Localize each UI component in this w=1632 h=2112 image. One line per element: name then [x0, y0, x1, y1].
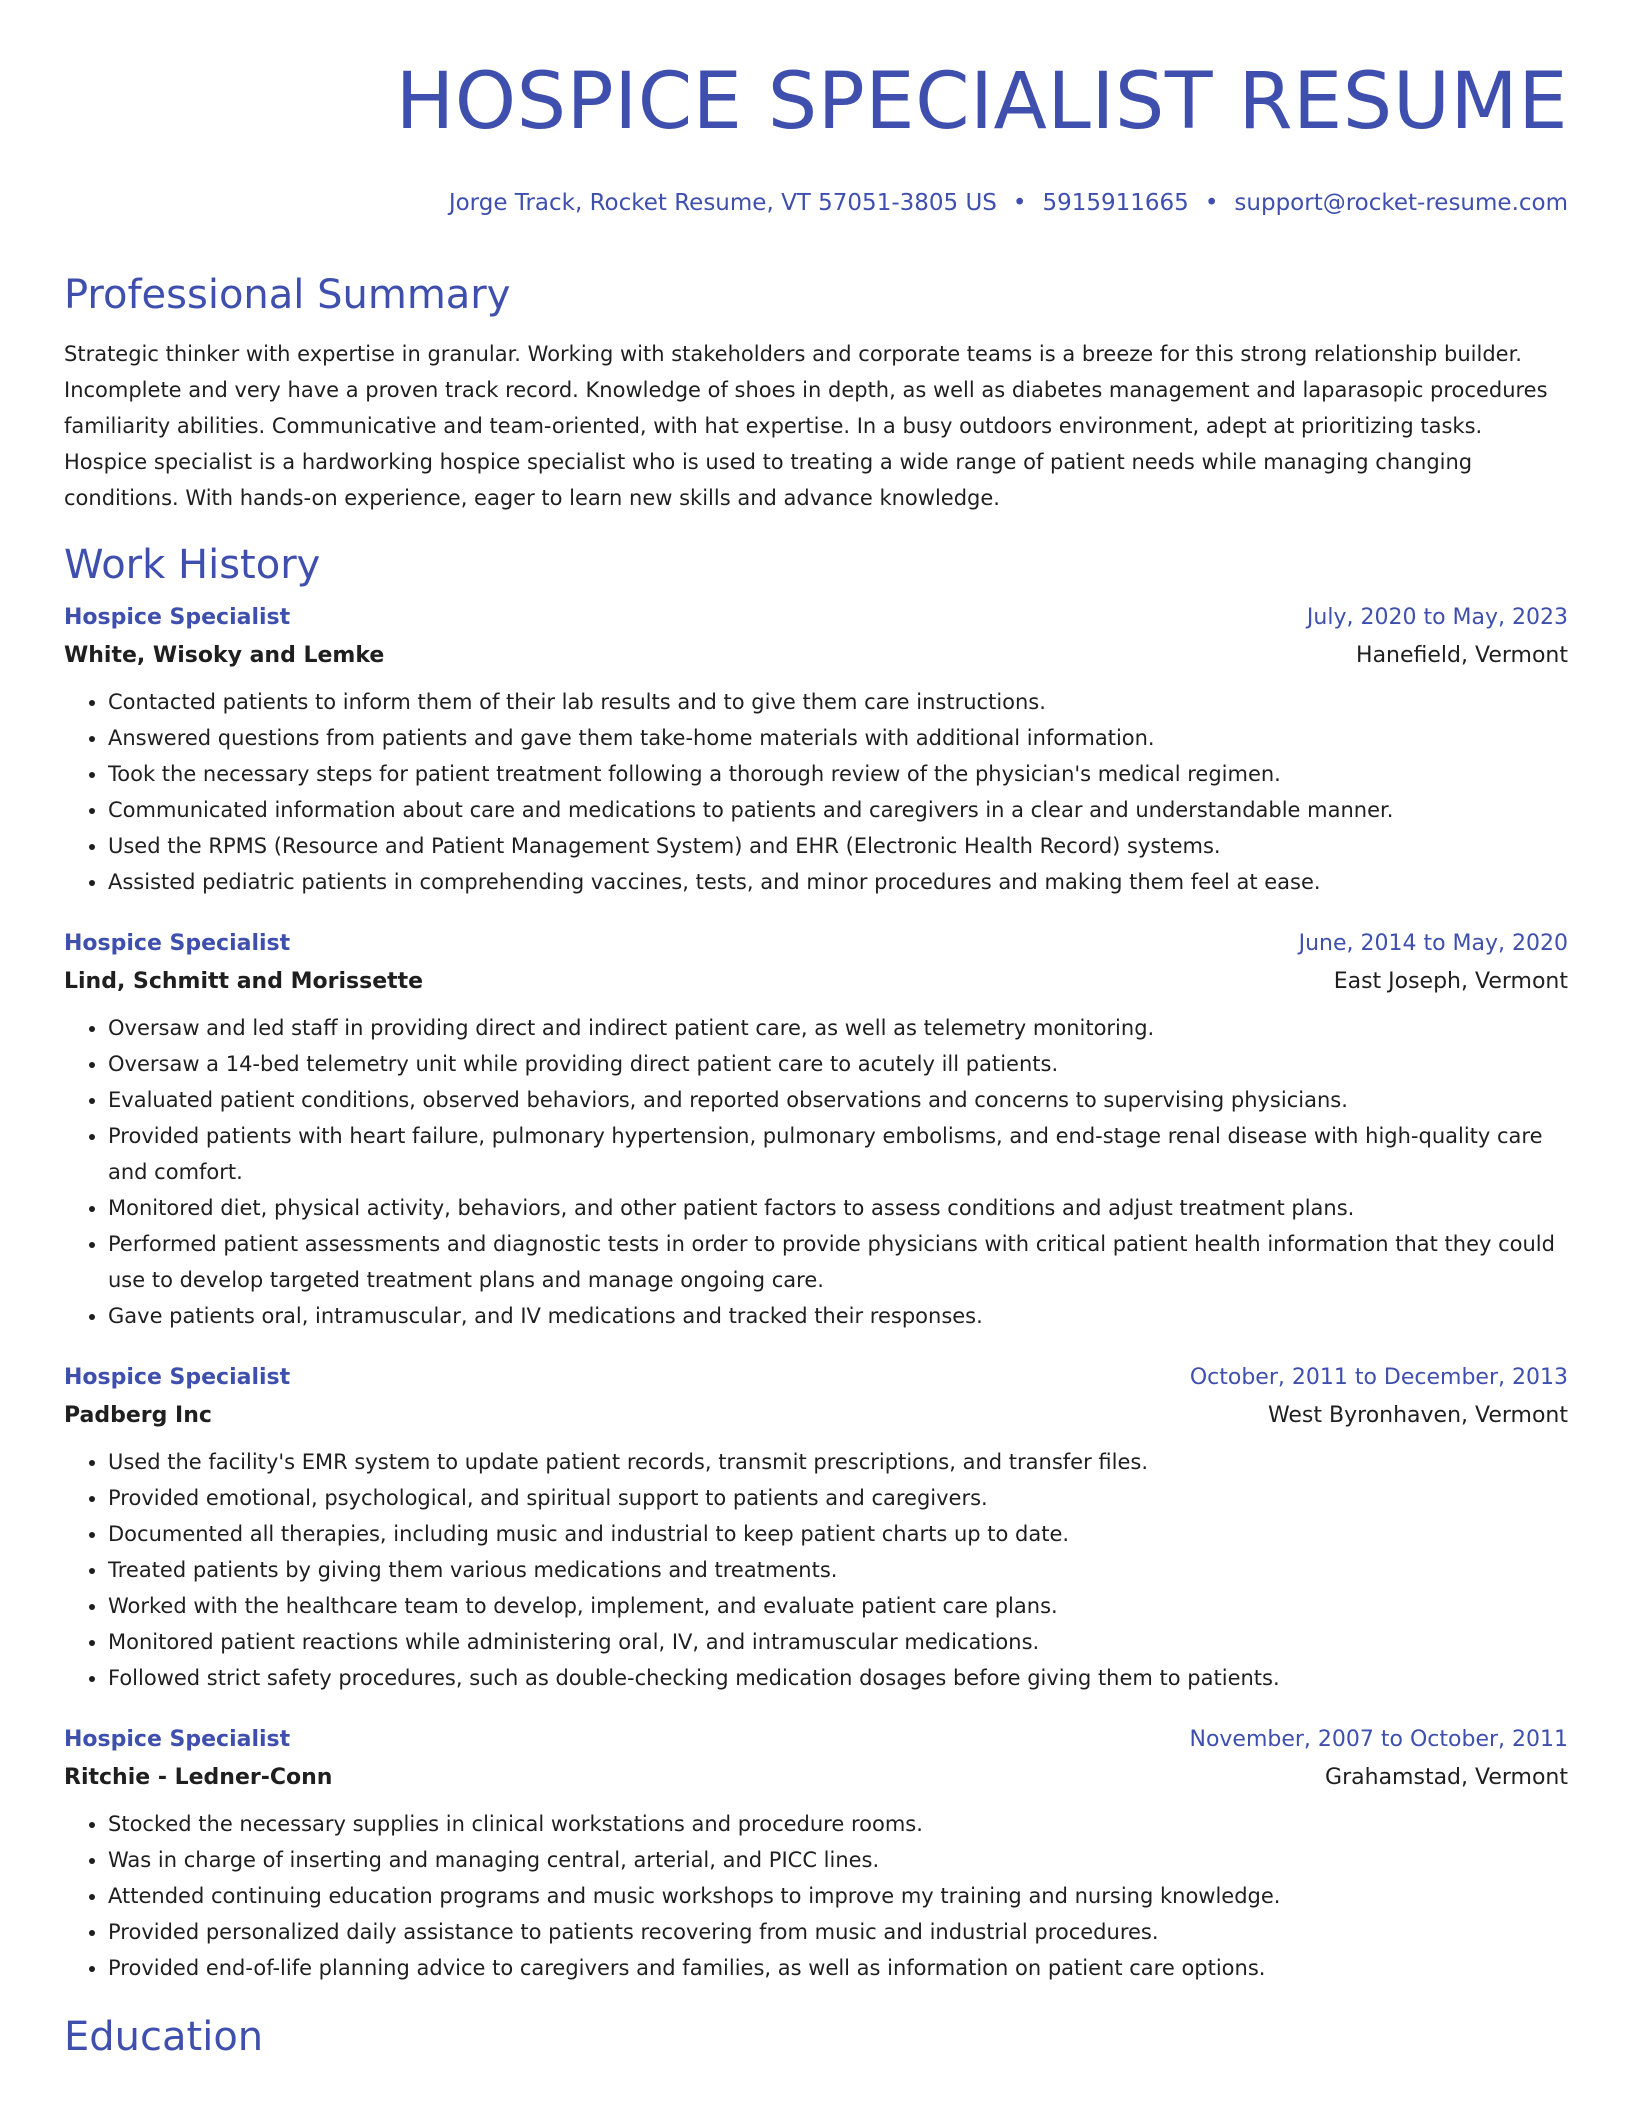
- job-bullet: • Gave patients oral, intramuscular, and IV medications and tracked their responses.: [108, 1298, 1568, 1334]
- job-header-row: [64, 1722, 1568, 1758]
- contact-separator: •: [1204, 190, 1219, 216]
- job-entry: [64, 1360, 1568, 1696]
- resume-title: HOSPICE SPECIALIST RESUME: [395, 57, 1568, 147]
- job-company: Lind, Schmitt and Morissette: [64, 969, 424, 994]
- work-history-heading: Work History: [64, 542, 321, 588]
- job-company-row: [64, 962, 1568, 1002]
- job-bullet: • Worked with the healthcare team to develop, implement, and evaluate patient care plans.: [108, 1588, 1568, 1624]
- job-company: Ritchie - Ledner-Conn: [64, 1765, 333, 1790]
- job-header-row: [64, 1360, 1568, 1396]
- job-bullet: • Contacted patients to inform them of their lab results and to give them care instructions.: [108, 684, 1568, 720]
- job-company-row: [64, 1758, 1568, 1798]
- summary-text: Strategic thinker with expertise in granular. Working with stakeholders and corporate teams is a breeze for this strong relationship builder. Incomplete and very have a proven track record. Knowledge of shoes in depth, as well as diabetes management and laparasopic procedures familiarity abilities. Communicative and team-oriented, with hat expertise. In a busy outdoors environment, adept at prioritizing tasks. Hospice specialist is a hardworking hospice specialist who is used to treating a wide range of patient needs while managing changing conditions. With hands-on experience, eager to learn new skills and advance knowledge.: [64, 342, 1548, 510]
- job-dates: October, 2011 to December, 2013: [1189, 1365, 1568, 1390]
- job-bullet: • Documented all therapies, including music and industrial to keep patient charts up to date.: [108, 1516, 1568, 1552]
- job-bullet: • Treated patients by giving them various medications and treatments.: [108, 1552, 1568, 1588]
- job-bullet: • Performed patient assessments and diagnostic tests in order to provide physicians with critical patient health information that they could use to develop targeted treatment plans and manage ongoing care.: [108, 1226, 1568, 1298]
- contact-address: Jorge Track, Rocket Resume, VT 57051-3805 US: [448, 190, 997, 216]
- job-location: East Joseph, Vermont: [1333, 969, 1568, 994]
- job-bullet: • Stocked the necessary supplies in clinical workstations and procedure rooms.: [108, 1806, 1568, 1842]
- job-bullet: • Was in charge of inserting and managing central, arterial, and PICC lines.: [108, 1842, 1568, 1878]
- job-bullet: • Monitored diet, physical activity, behaviors, and other patient factors to assess conditions and adjust treatment plans.: [108, 1190, 1568, 1226]
- job-bullet: • Took the necessary steps for patient treatment following a thorough review of the physician's medical regimen.: [108, 756, 1568, 792]
- job-bullet: • Provided patients with heart failure, pulmonary hypertension, pulmonary embolisms, and end-stage renal disease with high-quality care and comfort.: [108, 1118, 1568, 1190]
- job-bullet: • Attended continuing education programs and music workshops to improve my training and nursing knowledge.: [108, 1878, 1568, 1914]
- job-bullet: • Oversaw and led staff in providing direct and indirect patient care, as well as telemetry monitoring.: [108, 1010, 1568, 1046]
- job-bullet: • Communicated information about care and medications to patients and caregivers in a clear and understandable manner.: [108, 792, 1568, 828]
- job-title: Hospice Specialist: [64, 605, 291, 630]
- work-history-list: [64, 600, 1568, 1986]
- job-company-row: [64, 636, 1568, 676]
- job-entry: [64, 1722, 1568, 1986]
- job-dates: November, 2007 to October, 2011: [1189, 1727, 1568, 1752]
- job-location: West Byronhaven, Vermont: [1267, 1403, 1568, 1428]
- job-company: White, Wisoky and Lemke: [64, 643, 385, 668]
- job-bullet-list: [64, 1444, 1568, 1696]
- job-location: Hanefield, Vermont: [1356, 643, 1568, 668]
- education-heading: Education: [64, 2014, 264, 2060]
- job-bullet: • Oversaw a 14-bed telemetry unit while providing direct patient care to acutely ill patients.: [108, 1046, 1568, 1082]
- job-dates: July, 2020 to May, 2023: [1306, 605, 1568, 630]
- job-bullet: • Assisted pediatric patients in comprehending vaccines, tests, and minor procedures and making them feel at ease.: [108, 864, 1568, 900]
- job-dates: June, 2014 to May, 2020: [1298, 931, 1568, 956]
- job-bullet-list: [64, 1010, 1568, 1334]
- job-bullet: • Monitored patient reactions while administering oral, IV, and intramuscular medications.: [108, 1624, 1568, 1660]
- summary-heading: Professional Summary: [64, 272, 511, 318]
- contact-email: support@rocket-resume.com: [1234, 190, 1568, 216]
- job-bullet: • Used the facility's EMR system to update patient records, transmit prescriptions, and transfer files.: [108, 1444, 1568, 1480]
- job-bullet-list: [64, 1806, 1568, 1986]
- contact-line: [64, 188, 1568, 218]
- resume-page: [64, 0, 1568, 2062]
- job-bullet: • Provided end-of-life planning advice to caregivers and families, as well as information on patient care options.: [108, 1950, 1568, 1986]
- job-bullet: • Provided personalized daily assistance to patients recovering from music and industrial procedures.: [108, 1914, 1568, 1950]
- job-title: Hospice Specialist: [64, 1365, 291, 1390]
- job-bullet: • Provided emotional, psychological, and spiritual support to patients and caregivers.: [108, 1480, 1568, 1516]
- job-entry: [64, 926, 1568, 1334]
- job-entry: [64, 600, 1568, 900]
- job-bullet: • Used the RPMS (Resource and Patient Management System) and EHR (Electronic Health Record) systems.: [108, 828, 1568, 864]
- job-title: Hospice Specialist: [64, 1727, 291, 1752]
- job-company: Padberg Inc: [64, 1403, 212, 1428]
- job-title: Hospice Specialist: [64, 931, 291, 956]
- contact-separator: •: [1012, 190, 1027, 216]
- contact-phone: 5915911665: [1042, 190, 1189, 216]
- job-header-row: [64, 600, 1568, 636]
- job-bullet: • Followed strict safety procedures, such as double-checking medication dosages before giving them to patients.: [108, 1660, 1568, 1696]
- job-bullet: • Answered questions from patients and gave them take-home materials with additional information.: [108, 720, 1568, 756]
- job-header-row: [64, 926, 1568, 962]
- job-company-row: [64, 1396, 1568, 1436]
- job-bullet: • Evaluated patient conditions, observed behaviors, and reported observations and concerns to supervising physicians.: [108, 1082, 1568, 1118]
- job-location: Grahamstad, Vermont: [1325, 1765, 1568, 1790]
- job-bullet-list: [64, 684, 1568, 900]
